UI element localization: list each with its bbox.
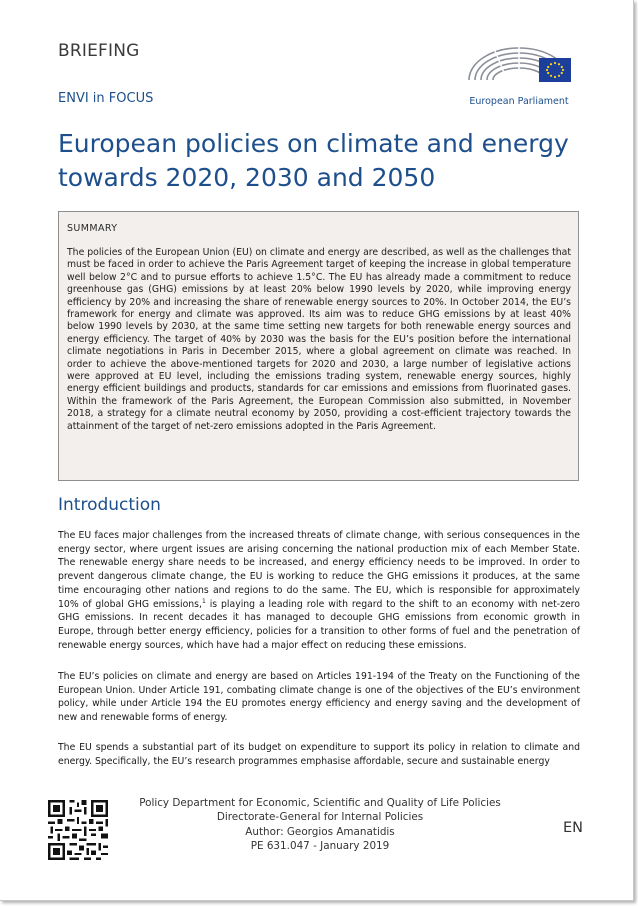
logo-label: European Parliament xyxy=(469,96,569,107)
footer-department: Policy Department for Economic, Scientific and Quality of Life Policies xyxy=(139,797,501,809)
introduction-paragraph-3: The EU spends a substantial part of its budget on expenditure to support its policy in relation to climate and energy. Specifically, the EU’s research programmes emphasise affordable, secure and sustainable energy xyxy=(58,742,580,767)
footer-author: Author: Georgios Amanatidis xyxy=(245,825,395,838)
european-parliament-logo xyxy=(463,36,575,112)
eu-flag-icon xyxy=(539,58,571,82)
language-code: EN xyxy=(563,820,584,836)
qr-code-icon xyxy=(48,800,108,860)
page-title: European policies on climate and energy towards 2020, 2030 and 2050 xyxy=(58,129,569,192)
paragraph-text: is playing a leading role with regard to the shift to an economy with net-zero GHG emissions. In recent decades it has managed to decouple GHG emissions from economic growth in Europe, through better energy efficiency, policies for a transition to other forms of fuel and the penetration of renewable energy sources, which have had a major effect on reducing these emissions. xyxy=(58,598,580,651)
summary-text: The policies of the European Union (EU) on climate and energy are described, as well as the challenges that must be faced in order to achieve the Paris Agreement target of keeping the increase in global temperature well below 2°C and to pursue efforts to achieve 1.5°C. The EU has already made a commitment to reduce greenhouse gas (GHG) emissions by at least 20% below 1990 levels by 2020, while improving energy efficiency by 20% and increasing the share of renewable energy sources to 20%. In October 2014, the EU’s framework for energy and climate was approved. Its aim was to reduce GHG emissions by at least 40% below 1990 levels by 2030, at the same time setting new targets for both renewable energy sources and energy efficiency. The target of 40% by 2030 was the basis for the EU’s position before the international climate negotiations in Paris in December 2015, where a global agreement on climate was reached. In order to achieve the above-mentioned targets for 2020 and 2030, a large number of legislative actions were approved at EU level, including the emissions trading system, renewable energy sources, highly energy efficient buildings and products, standards for car emissions and emissions from fluorinated gases. Within the framework of the Paris Agreement, the European Commission also submitted, in November 2018, a strategy for a climate neutral economy by 2050, providing a cost-efficient trajectory towards the attainment of the target of net-zero emissions adopted in the Paris Agreement. xyxy=(67,247,571,432)
introduction-paragraph-2: The EU’s policies on climate and energy are based on Articles 191-194 of the Treaty on the Functioning of the European Union. Under Article 191, combating climate change is one of the objectives of the EU’s environment policy, while under Article 194 the EU promotes energy efficiency and energy saving and the development of new and renewable forms of energy. xyxy=(58,671,580,724)
summary-box xyxy=(58,211,579,481)
footer-block xyxy=(110,796,530,853)
footnote-ref[interactable]: 1 xyxy=(201,597,206,605)
series-label: ENVI in FOCUS xyxy=(58,91,154,106)
footer-directorate: Directorate-General for Internal Policies xyxy=(216,811,424,824)
paragraph-text: The EU faces major challenges from the increased threats of climate change, with serious consequences in the energy sector, where urgent issues are arising concerning the national production mix of each Member State. The renewable energy share needs to be increased, and energy efficiency needs to be improved. In order to prevent dangerous climate change, the EU is working to reduce the GHG emissions it produces, at the same time encouraging other nations and regions to do the same. The EU, which is responsible for approximately 10% of global GHG emissions, xyxy=(58,530,580,610)
introduction-heading: Introduction xyxy=(58,495,161,515)
hemicycle-icon xyxy=(463,36,575,94)
summary-heading: SUMMARY xyxy=(67,223,118,234)
introduction-paragraph-1 xyxy=(58,529,580,652)
footer-reference: PE 631.047 - January 2019 xyxy=(250,839,390,852)
briefing-label: BRIEFING xyxy=(58,41,140,61)
